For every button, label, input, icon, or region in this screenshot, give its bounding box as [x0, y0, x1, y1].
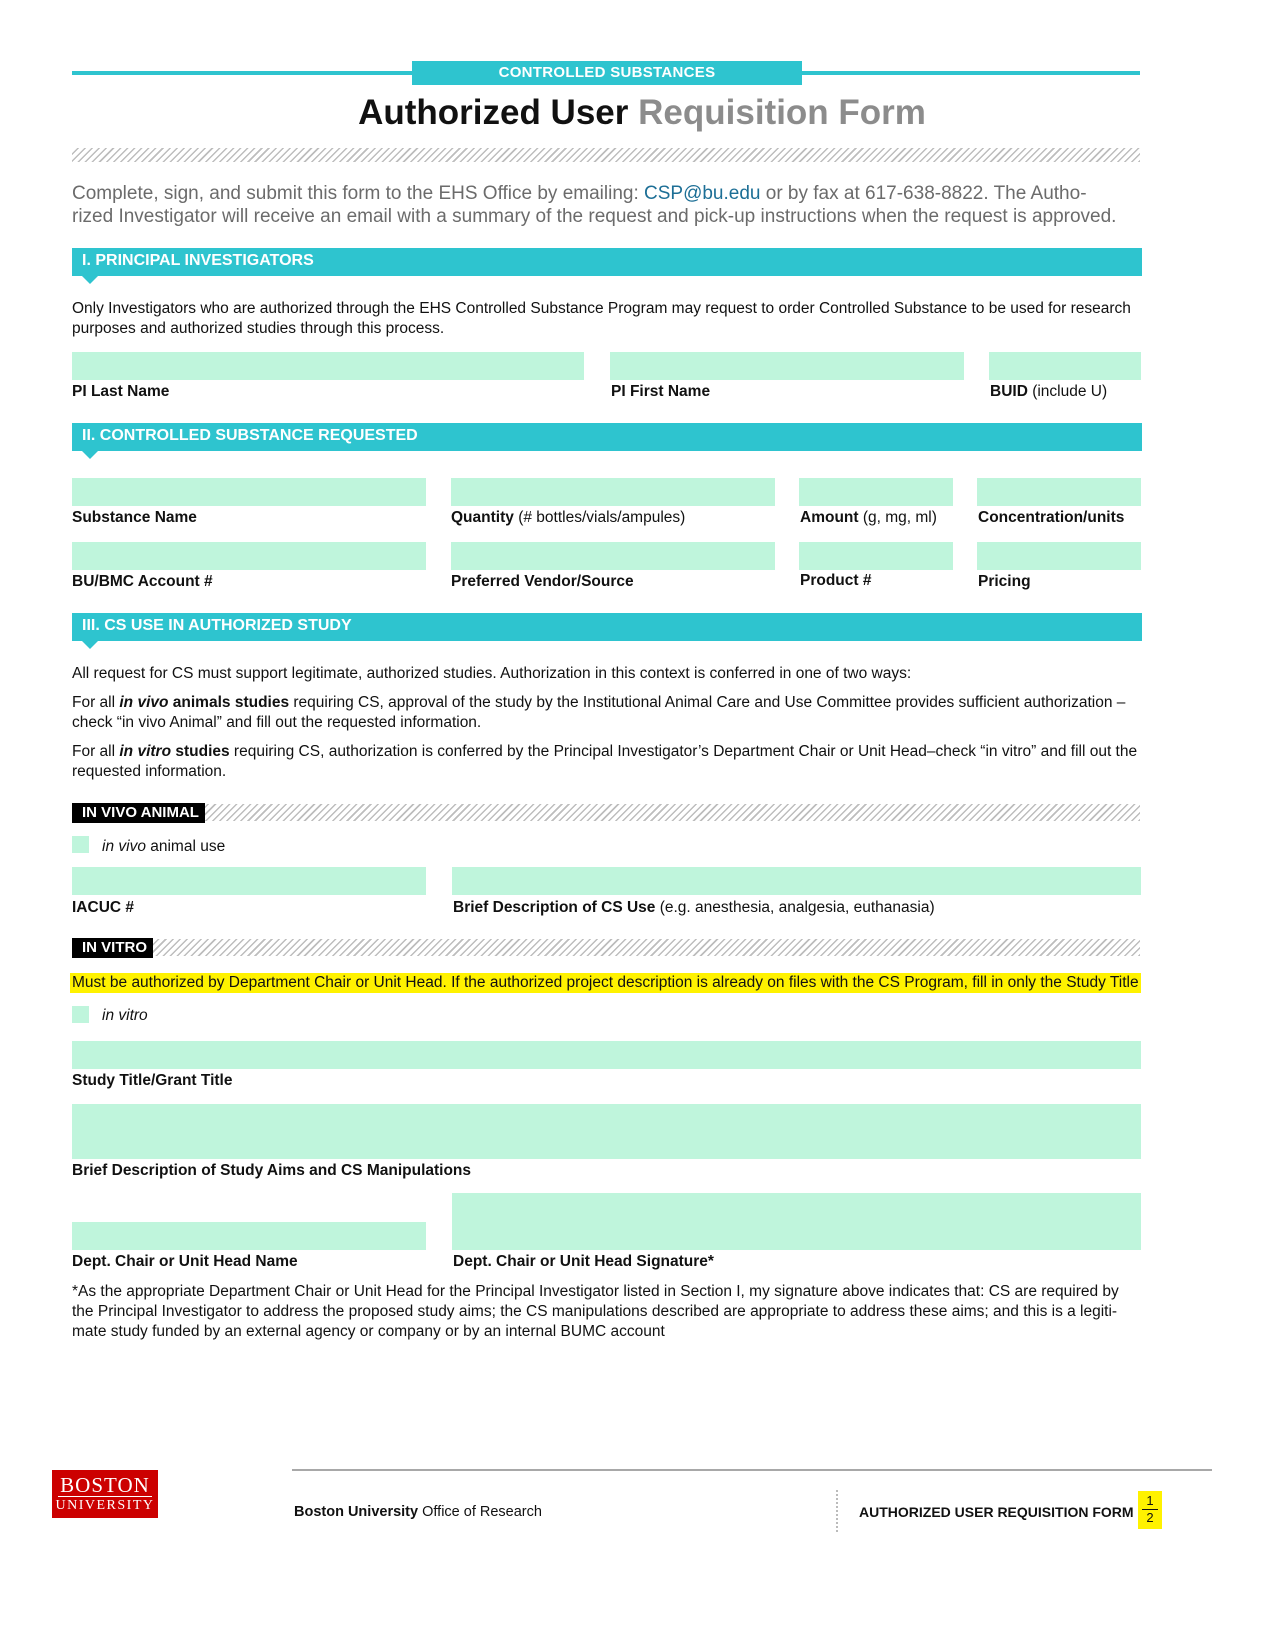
section-3-notch — [82, 641, 98, 649]
title-part2: Requisition Form — [638, 93, 926, 132]
pi-first-name-field[interactable] — [610, 352, 964, 380]
product-field[interactable] — [799, 542, 953, 570]
intro-text — [72, 182, 1152, 228]
quantity-field[interactable] — [451, 478, 775, 506]
intro-line1-b: or by fax at 617-638-8822. The Autho- — [760, 183, 1087, 204]
invivo-checkbox[interactable] — [72, 836, 89, 853]
footer-org: Boston University Office of Research — [294, 1504, 542, 1520]
pi-last-name-field[interactable] — [72, 352, 584, 380]
substance-name-label: Substance Name — [72, 509, 197, 526]
header-rule-right — [802, 71, 1140, 75]
amount-field[interactable] — [799, 478, 953, 506]
chair-signature-label: Dept. Chair or Unit Head Signature* — [453, 1253, 714, 1270]
invivo-checkbox-label: in vivo animal use — [102, 838, 226, 855]
section-3-header — [72, 613, 1142, 641]
header-rule-left — [72, 71, 412, 75]
product-label: Product # — [800, 572, 872, 589]
invivo-hatch-divider — [72, 804, 1140, 821]
invitro-tag: IN VITRO — [72, 938, 153, 958]
invitro-checkbox-label: in vitro — [102, 1007, 148, 1024]
section-1-notch — [82, 276, 98, 284]
page-number-badge — [1138, 1491, 1162, 1529]
intro-line1-a: Complete, sign, and submit this form to the EHS Office by emailing: — [72, 183, 645, 204]
title-part1: Authorized User — [358, 93, 629, 132]
signature-footnote: *As the appropriate Department Chair or Unit Head for the Principal Investigator listed in Section I, my signature above indicates that: CS are required by the Principal Investigator to address the proposed study aims; the CS manipulations described are appropriate to address these aims; and this is a legiti- mate study funded by an external agency or company or by an internal BUMC account — [72, 1283, 1119, 1340]
buid-field[interactable] — [989, 352, 1141, 380]
footer-form-name: AUTHORIZED USER REQUISITION FORM — [859, 1504, 1134, 1520]
pi-first-name-label: PI First Name — [611, 383, 711, 400]
pricing-label: Pricing — [978, 573, 1031, 590]
vendor-label: Preferred Vendor/Source — [451, 573, 634, 590]
chair-name-field[interactable] — [72, 1222, 426, 1250]
footer-separator — [836, 1490, 838, 1532]
invitro-hatch-divider — [72, 939, 1140, 956]
section-3-para-3: For all in vitro studies requiring CS, authorization is conferred by the Principal Investigator’s Department Chair or Unit Head–check “in vitro” and fill out the requested information. — [72, 743, 1138, 780]
concentration-label: Concentration/units — [978, 509, 1125, 526]
section-1-text: Only Investigators who are authorized through the EHS Controlled Substance Program may request to order Controlled Substance to be used for research purposes and authorized studies through this process. — [72, 300, 1131, 337]
study-aims-field[interactable] — [72, 1104, 1141, 1159]
pricing-field[interactable] — [977, 542, 1141, 570]
invitro-requirement-note: Must be authorized by Department Chair or Unit Head. If the authorized project description is already on files with the CS Program, fill in only the Study Title — [72, 974, 1139, 991]
pi-last-name-label: PI Last Name — [72, 383, 170, 400]
footer-rule — [292, 1469, 1212, 1471]
intro-line2: rized Investigator will receive an email with a summary of the request and pick-up instructions when the request is approved. — [72, 206, 1117, 227]
study-title-field[interactable] — [72, 1041, 1141, 1069]
section-3-para-2: For all in vivo animals studies requiring CS, approval of the study by the Institutional Animal Care and Use Committee provides sufficient authorization – check “in vivo Animal” and fill out the requested information. — [72, 694, 1126, 731]
amount-label: Amount (g, mg, ml) — [800, 509, 937, 526]
section-1-title: I. PRINCIPAL INVESTIGATORS — [82, 252, 314, 269]
iacuc-field[interactable] — [72, 867, 426, 895]
section-2-notch — [82, 451, 98, 459]
category-tag: CONTROLLED SUBSTANCES — [412, 61, 802, 85]
quantity-label: Quantity (# bottles/vials/ampules) — [451, 509, 686, 526]
invivo-tag: IN VIVO ANIMAL — [72, 803, 205, 823]
invitro-checkbox[interactable] — [72, 1006, 89, 1023]
section-2-title: II. CONTROLLED SUBSTANCE REQUESTED — [82, 427, 418, 444]
brief-cs-use-field[interactable] — [452, 867, 1141, 895]
iacuc-label: IACUC # — [72, 899, 135, 916]
page-total: 2 — [1146, 1510, 1154, 1525]
section-3-title: III. CS USE IN AUTHORIZED STUDY — [82, 617, 352, 634]
email-link[interactable]: CSP@bu.edu — [644, 183, 761, 204]
account-label: BU/BMC Account # — [72, 573, 213, 590]
brief-cs-use-label: Brief Description of CS Use (e.g. anesthesia, analgesia, euthanasia) — [453, 899, 935, 916]
section-2-header — [72, 423, 1142, 451]
vendor-field[interactable] — [451, 542, 775, 570]
title-hatch-divider — [72, 148, 1140, 162]
chair-name-label: Dept. Chair or Unit Head Name — [72, 1253, 298, 1270]
chair-signature-field[interactable] — [452, 1193, 1141, 1250]
boston-university-logo: BOSTON UNIVERSITY — [52, 1470, 158, 1518]
study-aims-label: Brief Description of Study Aims and CS Manipulations — [72, 1162, 472, 1179]
account-field[interactable] — [72, 542, 426, 570]
study-title-label: Study Title/Grant Title — [72, 1072, 233, 1089]
substance-name-field[interactable] — [72, 478, 426, 506]
section-3-para-1: All request for CS must support legitimate, authorized studies. Authorization in this context is conferred in one of two ways: — [72, 665, 912, 682]
page-title — [72, 93, 1212, 133]
section-1-header — [72, 248, 1142, 276]
buid-label: BUID (include U) — [990, 383, 1108, 400]
concentration-field[interactable] — [977, 478, 1141, 506]
page-current: 1 — [1146, 1493, 1154, 1508]
